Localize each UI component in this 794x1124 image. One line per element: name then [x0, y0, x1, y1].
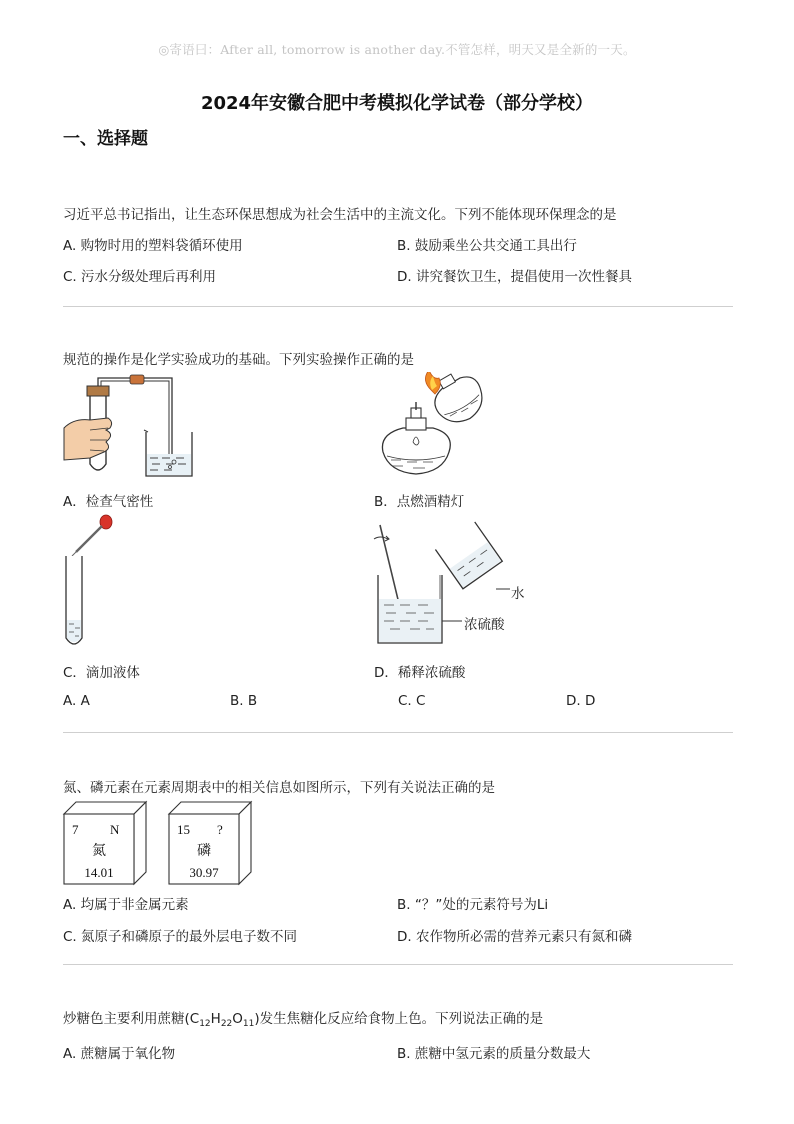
element-symbol: N	[110, 822, 120, 837]
element-number: 7	[72, 822, 79, 837]
question-1-option-c[interactable]: C. 污水分级处理后再利用	[63, 269, 217, 285]
question-3-option-d[interactable]: D. 农作物所必需的营养元素只有氮和磷	[397, 929, 632, 945]
watermark-text: ◎寄语曰：After all, tomorrow is another day.不管怎样，明天又是全新的一天。	[158, 42, 636, 57]
question-1-option-b[interactable]: B. 鼓励乘坐公共交通工具出行	[397, 238, 577, 254]
question-3-option-a[interactable]: A. 均属于非金属元素	[63, 897, 189, 913]
question-4-option-b[interactable]: B. 蔗糖中氢元素的质量分数最大	[397, 1046, 591, 1062]
question-2-option-d[interactable]: D. D	[566, 693, 596, 709]
figure-dropper	[60, 512, 120, 652]
element-card-nitrogen	[60, 800, 150, 886]
page-title: 2024年安徽合肥中考模拟化学试卷（部分学校）	[200, 93, 594, 114]
element-mass: 30.97	[189, 865, 219, 880]
figure-dilute-sulfuric-acid	[370, 517, 530, 647]
question-3-option-c[interactable]: C. 氮原子和磷原子的最外层电子数不同	[63, 929, 298, 945]
element-symbol: ?	[217, 822, 223, 837]
figure-caption-c: C．滴加液体	[63, 665, 140, 681]
element-card-phosphorus	[165, 800, 255, 886]
question-1-option-a[interactable]: A. 购物时用的塑料袋循环使用	[63, 238, 243, 254]
element-number: 15	[177, 822, 190, 837]
figure-caption-d: D．稀释浓硫酸	[374, 665, 466, 681]
divider	[63, 306, 733, 307]
question-4-option-a[interactable]: A. 蔗糖属于氧化物	[63, 1046, 176, 1062]
question-2-option-a[interactable]: A. A	[63, 693, 90, 709]
question-2-option-b[interactable]: B. B	[230, 693, 258, 709]
section-heading: 一、选择题	[63, 129, 148, 149]
figure-label-sulfuric-acid: 浓硫酸	[464, 617, 505, 632]
divider	[63, 964, 733, 965]
figure-air-tightness-check	[60, 372, 200, 482]
figure-alcohol-lamp	[373, 372, 503, 484]
question-2-stem: 规范的操作是化学实验成功的基础。下列实验操作正确的是	[63, 352, 414, 368]
question-3-option-b[interactable]: B. “？”处的元素符号为Li	[397, 897, 549, 913]
figure-caption-b: B．点燃酒精灯	[374, 494, 465, 510]
element-name: 磷	[197, 844, 211, 859]
question-1-option-d[interactable]: D. 讲究餐饮卫生，提倡使用一次性餐具	[397, 269, 632, 285]
figure-label-water: 水	[511, 586, 525, 601]
question-4-stem: 炒糖色主要利用蔗糖$(C_{12}H_{22}O_{11})$发生焦糖化反应给食物上色。下列说法正确的是	[63, 1011, 544, 1029]
element-name: 氮	[92, 844, 106, 859]
figure-caption-a: A．检查气密性	[63, 494, 154, 510]
question-2-option-c[interactable]: C. C	[398, 693, 426, 709]
divider	[63, 732, 733, 733]
question-1-stem: 习近平总书记指出，让生态环保思想成为社会生活中的主流文化。下列不能体现环保理念的是	[63, 207, 617, 223]
question-3-stem: 氮、磷元素在元素周期表中的相关信息如图所示，下列有关说法正确的是	[63, 780, 495, 796]
element-mass: 14.01	[84, 865, 114, 880]
